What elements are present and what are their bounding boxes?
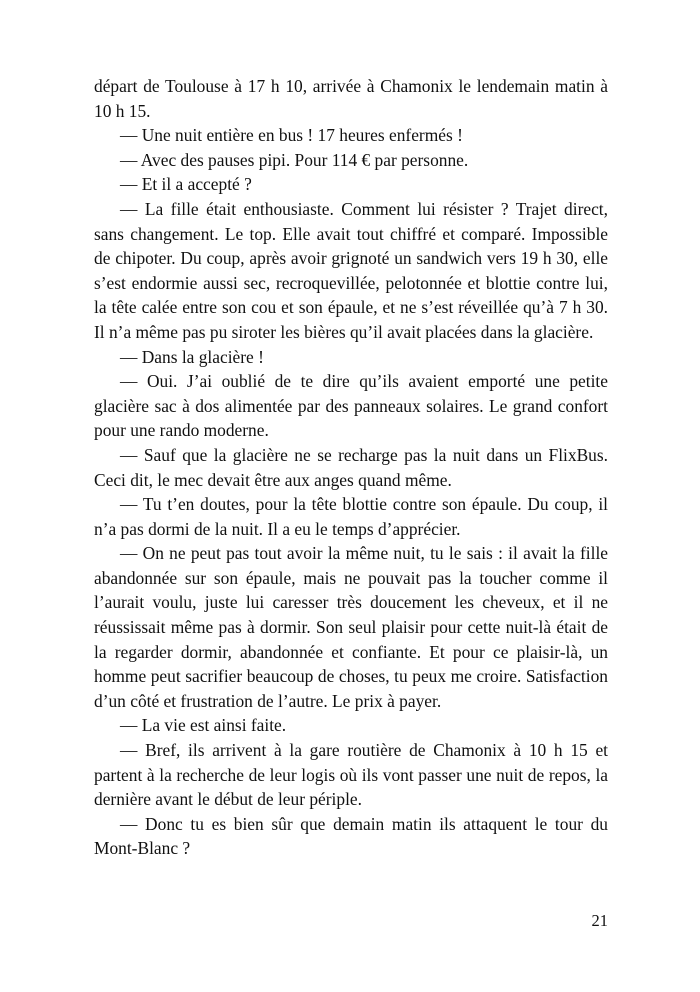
paragraph-dialogue: — Sauf que la glacière ne se recharge pas la nuit dans un FlixBus. Ceci dit, le mec devait être aux anges quand même. xyxy=(94,444,608,490)
paragraph-dialogue: — Oui. J’ai oublié de te dire qu’ils avaient emporté une petite glacière sac à dos alimentée par des panneaux solaires. Le grand confort pour une rando moderne. xyxy=(94,371,608,441)
paragraph-dialogue: — La fille était enthousiaste. Comment lui résister ? Trajet direct, sans changement. Le top. Elle avait tout chiffré et comparé. Impossible de chipoter. Du coup, après avoir grignoté un sandwich vers 19 h 30, elle s’est endormie aussi sec, recroquevillée, pelotonnée et blottie contre lui, la tête calée entre son cou et son épaule, et ne s’est réveillée qu’à 7 h 30. Il n’a même pas pu siroter les bières qu’il avait placées dans la glacière. xyxy=(94,198,608,342)
paragraph-dialogue: — La vie est ainsi faite. xyxy=(120,715,287,736)
paragraph-dialogue: — Une nuit entière en bus ! 17 heures enfermés ! xyxy=(120,125,463,146)
paragraph-dialogue: — Dans la glacière ! xyxy=(120,346,264,367)
paragraph-dialogue: — Avec des pauses pipi. Pour 114 € par personne. xyxy=(120,149,469,170)
paragraph-dialogue: — Tu t’en doutes, pour la tête blottie contre son épaule. Du coup, il n’a pas dormi de la nuit. Il a eu le temps d’apprécier. xyxy=(94,494,608,539)
body-text xyxy=(94,74,608,861)
paragraph-dialogue: — Et il a accepté ? xyxy=(120,174,252,195)
paragraph-dialogue: — On ne peut pas tout avoir la même nuit, tu le sais : il avait la fille abandonnée sur son épaule, mais ne pouvait pas la toucher comme il l’aurait voulu, juste lui caresser très doucement les cheveux, et il ne réussissait même pas à dormir. Son seul plaisir pour cette nuit-là était de la regarder dormir, abandonnée et confiante. Et pour ce plaisir-là, un homme peut sacrifier beaucoup de choses, tu peux me croire. Satisfaction d’un côté et frustration de l’autre. Le prix à payer. xyxy=(94,543,608,711)
paragraph-dialogue: — Bref, ils arrivent à la gare routière de Chamonix à 10 h 15 et partent à la recherche de leur logis où ils vont passer une nuit de repos, la dernière avant le début de leur périple. xyxy=(94,740,608,810)
page-number: 21 xyxy=(591,911,608,930)
paragraph-continuation: départ de Toulouse à 17 h 10, arrivée à Chamonix le lendemain matin à 10 h 15. xyxy=(94,76,608,121)
paragraph-dialogue: — Donc tu es bien sûr que demain matin ils attaquent le tour du Mont-Blanc ? xyxy=(94,813,608,859)
